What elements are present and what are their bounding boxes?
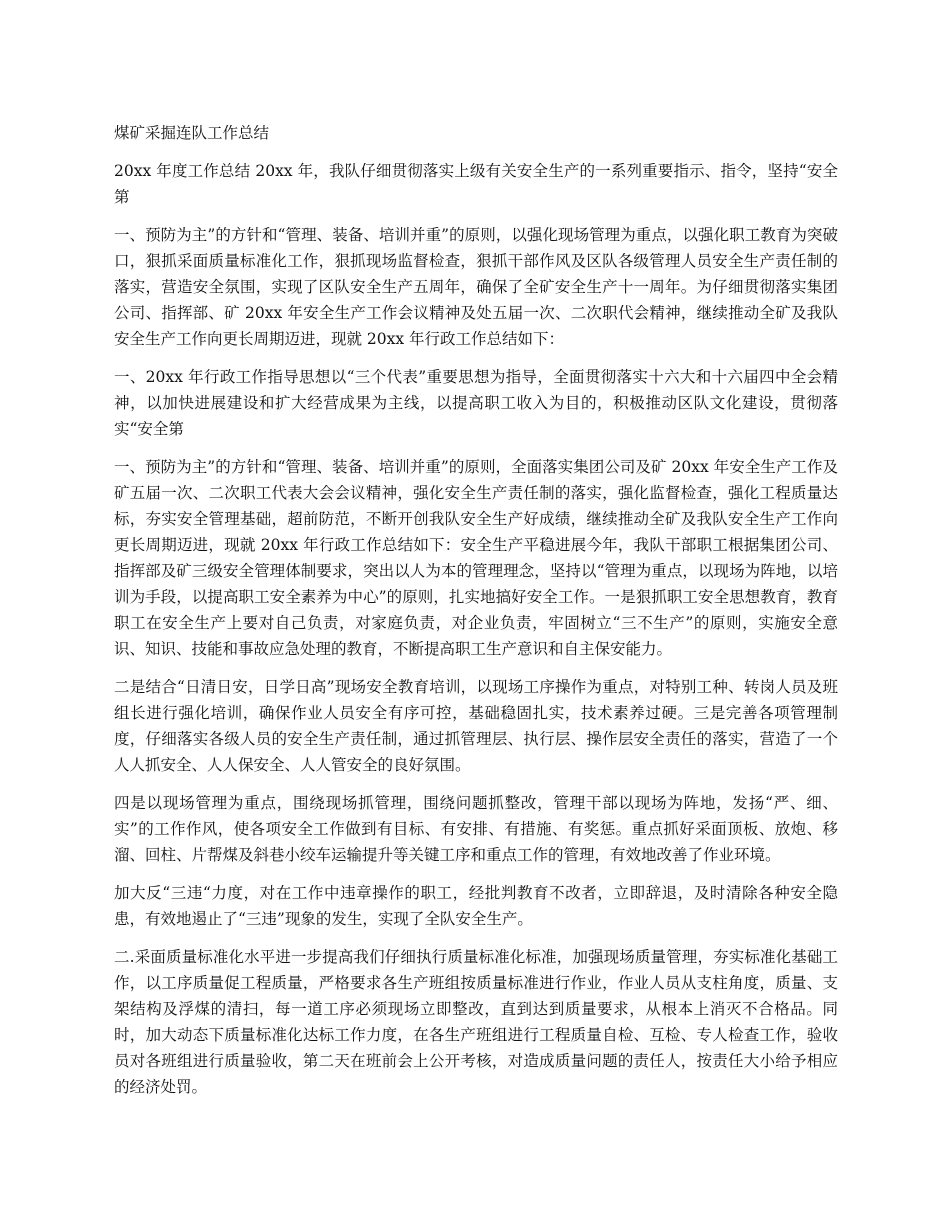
- paragraph-6: 四是以现场管理为重点，围绕现场抓管理，围绕问题抓整改，管理干部以现场为阵地，发扬“严、细、实”的工作作风，使各项安全工作做到有目标、有安排、有措施、有奖惩。重点抓好采面顶板、放炮、移溜、回柱、片帮煤及斜巷小绞车运输提升等关键工序和重点工作的管理，有效地改善了作业环境。: [114, 794, 838, 864]
- paragraph-8: 二.采面质量标准化水平进一步提高我们仔细执行质量标准化标准，加强现场质量管理，夯实标准化基础工作，以工序质量促工程质量，严格要求各生产班组按质量标准进行作业，作业人员从支柱角度，质量、支架结构及浮煤的清扫，每一道工序必须现场立即整改，直到达到质量要求，从根本上消灭不合格品。同时，加大动态下质量标准化达标工作力度，在各生产班组进行工程质量自检、互检、专人检查工作，验收员对各班组进行质量验收，第二天在班前会上公开考核，对造成质量问题的责任人，按责任大小给予相应的经济处罚。: [114, 948, 838, 1096]
- paragraph-3: 一、20xx 年行政工作指导思想以“三个代表”重要思想为指导，全面贯彻落实十六大和十六届四中全会精神，以加快进展建设和扩大经营成果为主线，以提高职工收入为目的，积极推动区队文化建设，贯彻落实“安全第: [114, 368, 838, 438]
- document-body: [114, 120, 838, 1112]
- paragraph-5: 二是结合“日清日安，日学日高”现场安全教育培训，以现场工序操作为重点，对特别工种、转岗人员及班组长进行强化培训，确保作业人员安全有序可控，基础稳固扎实，技术素养过硬。三是完善各项管理制度，仔细落实各级人员的安全生产责任制，通过抓管理层、执行层、操作层安全责任的落实，营造了一个人人抓安全、人人保安全、人人管安全的良好氛围。: [114, 678, 838, 774]
- document-title: 煤矿采掘连队工作总结: [114, 124, 270, 142]
- paragraph-4: 一、预防为主”的方针和“管理、装备、培训并重”的原则，全面落实集团公司及矿 20xx 年安全生产工作及矿五届一次、二次职工代表大会会议精神，强化安全生产责任制的落实，强化监督检查，强化工程质量达标，夯实安全管理基础，超前防范，不断开创我队安全生产好成绩，继续推动全矿及我队安全生产工作向更长周期迈进，现就 20xx 年行政工作总结如下：安全生产平稳进展今年，我队干部职工根据集团公司、指挥部及矿三级安全管理体制要求，突出以人为本的管理理念，坚持以“管理为重点，以现场为阵地，以培训为手段，以提高职工安全素养为中心”的原则，扎实地搞好安全工作。一是狠抓职工安全思想教育，教育职工在安全生产上要对自己负责，对家庭负责，对企业负责，牢固树立“三不生产”的原则，实施安全意识、知识、技能和事故应急处理的教育，不断提高职工生产意识和自主保安能力。: [114, 458, 838, 658]
- paragraph-7: 加大反“三违“力度，对在工作中违章操作的职工，经批判教育不改者，立即辞退，及时清除各种安全隐患，有效地遏止了“三违”现象的发生，实现了全队安全生产。: [114, 884, 838, 928]
- paragraph-1: 20xx 年度工作总结 20xx 年，我队仔细贯彻落实上级有关安全生产的一系列重要指示、指令，坚持“安全第: [114, 162, 838, 206]
- paragraph-2: 一、预防为主”的方针和“管理、装备、培训并重”的原则，以强化现场管理为重点，以强化职工教育为突破口，狠抓采面质量标准化工作，狠抓现场监督检查，狠抓干部作风及区队各级管理人员安全生产责任制的落实，营造安全氛围，实现了区队安全生产五周年，确保了全矿安全生产十一周年。为仔细贯彻落实集团公司、指挥部、矿 20xx 年安全生产工作会议精神及处五届一次、二次职代会精神，继续推动全矿及我队安全生产工作向更长周期迈进，现就 20xx 年行政工作总结如下：: [114, 226, 838, 348]
